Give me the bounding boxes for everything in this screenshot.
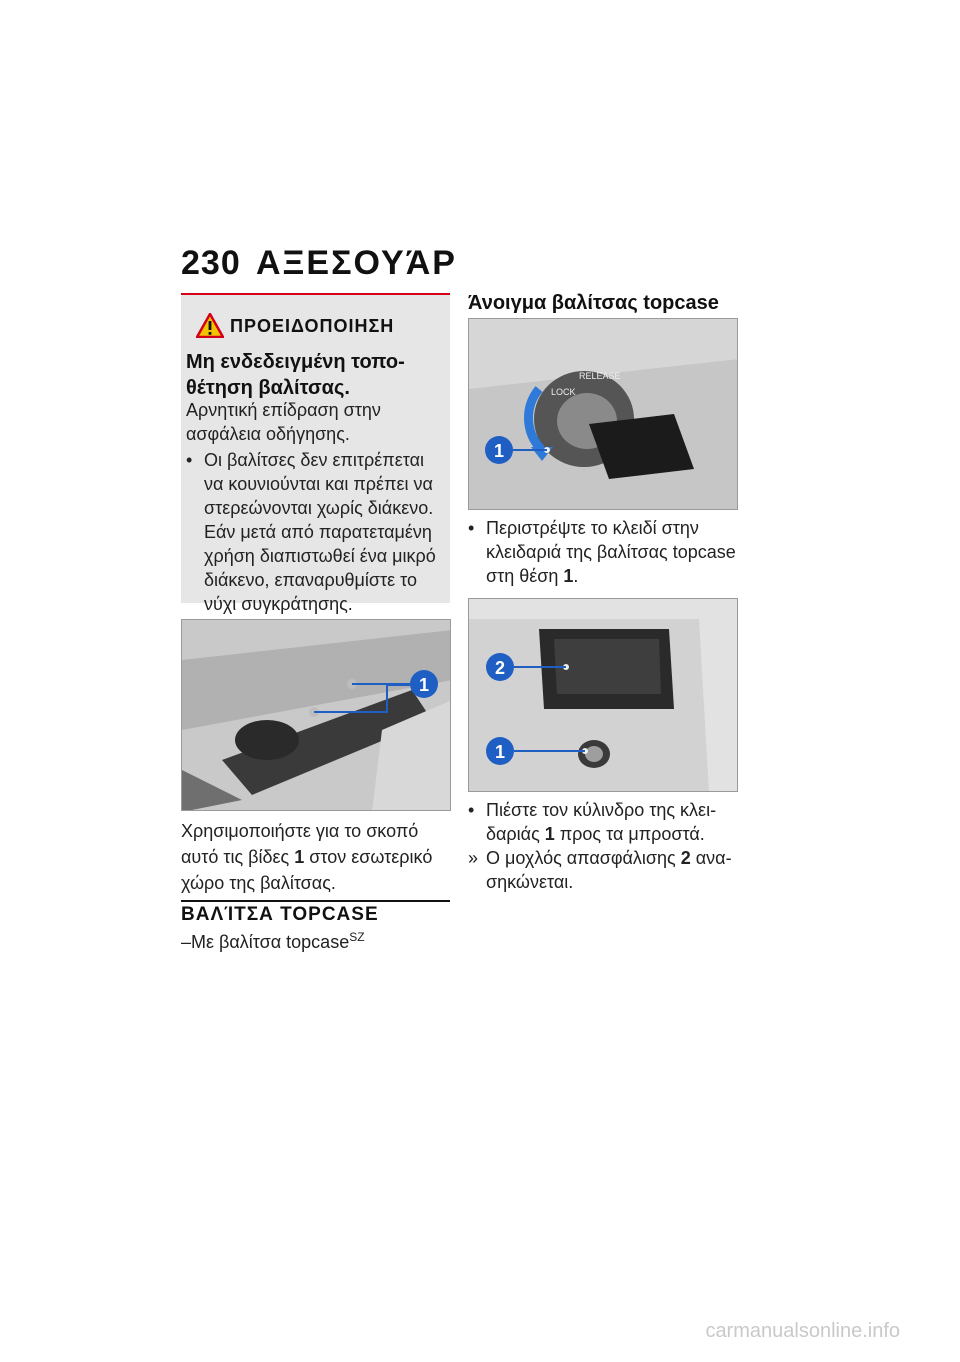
section-rule: [181, 900, 450, 902]
bullet-icon: •: [186, 450, 193, 470]
callout-2-label: 2: [494, 658, 506, 678]
equipment-code: SZ: [349, 930, 365, 944]
result-ref-number: 2: [680, 848, 691, 868]
page-number: 230: [181, 244, 241, 282]
step-text-end: προς τα μπροστά.: [554, 824, 705, 844]
bullet-icon: •: [468, 518, 475, 538]
warning-intro: Αρνητική επίδραση στην ασφάλεια οδήγησης.: [186, 400, 381, 444]
step-turn-key: [468, 516, 738, 588]
lock-cylinder-photo: [468, 598, 738, 792]
step-text-end: .: [573, 566, 579, 586]
callout-1-label: 1: [418, 675, 430, 695]
case-interior-photo: [181, 619, 451, 811]
warning-list: [186, 448, 448, 616]
step-text: Περιστρέψτε το κλειδί στην κλειδαριά της βαλίτσας topcase στη θέση: [486, 518, 736, 586]
warning-heading: Μη ενδεδειγμένη τοπο-θέτηση βαλίτσας.: [186, 351, 405, 399]
callout-1-label: 1: [494, 742, 506, 762]
warning-label: ΠΡΟΕΙΔΟΠΟΙΗΣΗ: [230, 316, 395, 336]
list-item: [468, 846, 738, 894]
caption-ref-number: 1: [294, 847, 305, 867]
list-item: [468, 516, 738, 588]
step-ref-number: 1: [563, 566, 574, 586]
callout-1-label: 1: [493, 441, 505, 461]
section-title: ΒΑΛΊΤΣΑ TOPCASE: [181, 904, 379, 925]
caption-text-end: στον εσωτερικό χώρο της βαλίτσας.: [181, 847, 433, 893]
key-lock-photo: [468, 318, 738, 510]
steps-press-cylinder: [468, 798, 738, 894]
result-arrow-icon: »: [468, 848, 479, 868]
lock-label: LOCK: [551, 387, 576, 397]
warning-bullet-text: Οι βαλίτσες δεν επιτρέπεται να κουνιούνται και πρέπει να στερεώνονται χωρίς διάκενο. Εάν μετά από παρατεταμένη χρήση διαπιστωθεί ένα μικρό διάκενο, επαναρυθμίστε το νύχι συγκράτησης.: [204, 450, 436, 614]
chapter-title: ΑΞΕΣΟΥΆΡ: [256, 244, 457, 282]
release-label: RELEASE: [579, 371, 621, 381]
list-item: [186, 448, 448, 616]
caption-text: Χρησιμοποιήστε για το σκοπό αυτό τις βίδες: [181, 821, 419, 867]
equipment-note-text: –Με βαλίτσα topcase: [181, 932, 350, 952]
result-text: Ο μοχλός απασφάλισης: [486, 848, 681, 868]
result-text-end: ανα-σηκώνεται.: [486, 848, 732, 892]
bullet-icon: •: [468, 800, 475, 820]
step-ref-number: 1: [544, 824, 555, 844]
list-item: [468, 798, 738, 846]
equipment-note: [181, 930, 365, 953]
step-text: Πιέστε τον κύλινδρο της κλει-δαριάς: [486, 800, 717, 844]
watermark: carmanualsonline.info: [705, 1320, 900, 1342]
screws-caption: [181, 818, 451, 896]
subsection-heading: Άνοιγμα βαλίτσας topcase: [468, 292, 719, 314]
warning-triangle-icon: [196, 313, 224, 338]
